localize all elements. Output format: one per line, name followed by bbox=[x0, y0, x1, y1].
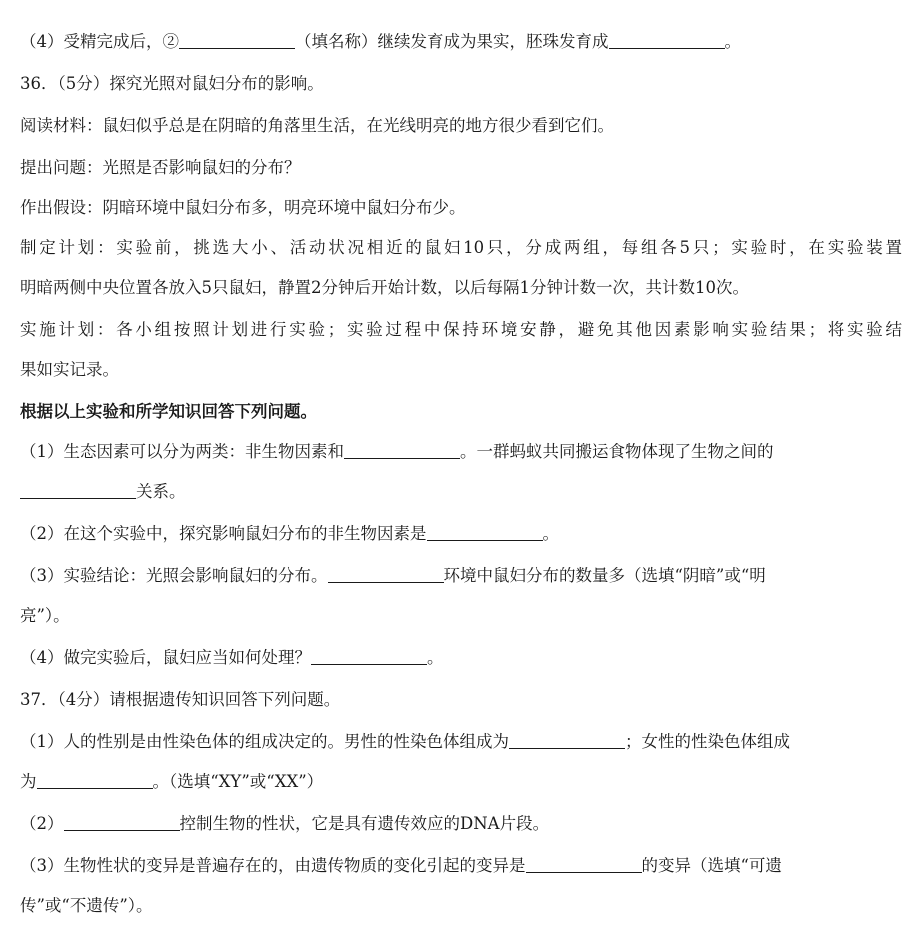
q37-sub3-line1 bbox=[20, 854, 902, 878]
q36-sub2-line bbox=[20, 522, 902, 546]
answer-blank[interactable] bbox=[344, 440, 460, 459]
answer-blank[interactable] bbox=[427, 522, 543, 541]
q36-hypothesis: 作出假设：阴暗环境中鼠妇分布多，明亮环境中鼠妇分布少。 bbox=[20, 198, 466, 217]
answer-blank[interactable] bbox=[311, 646, 427, 665]
q36-sub3-line1 bbox=[20, 564, 902, 588]
q36-implement-line2: 果如实记录。 bbox=[20, 360, 119, 379]
q37-sub1-text-b: ；女性的性染色体组成 bbox=[625, 732, 790, 751]
answer-blank[interactable] bbox=[328, 564, 444, 583]
q35-sub4-middle: （填名称）继续发育成为果实，胚珠发育成 bbox=[295, 32, 609, 51]
answer-blank[interactable] bbox=[64, 812, 180, 831]
q36-sub3-line2: 亮”）。 bbox=[20, 606, 70, 625]
q36-sub1-text-a: （1）生态因素可以分为两类：非生物因素和 bbox=[20, 442, 344, 461]
q37-sub3-text-b: 的变异（选填“可遗 bbox=[641, 856, 782, 875]
q37-sub1-text-a: （1）人的性别是由性染色体的组成决定的。男性的性染色体组成为 bbox=[20, 732, 509, 751]
q36-sub4-text-b: 。 bbox=[427, 648, 444, 667]
q36-sub1-text-c: 关系。 bbox=[136, 482, 186, 501]
q35-sub4-line bbox=[20, 30, 902, 54]
q36-sub1-text-b: 。一群蚂蚁共同搬运食物体现了生物之间的 bbox=[460, 442, 774, 461]
q36-sub4-line bbox=[20, 646, 902, 670]
q36-question: 提出问题：光照是否影响鼠妇的分布？ bbox=[20, 158, 301, 177]
q37-sub3-line2: 传”或“不遗传”）。 bbox=[20, 896, 153, 915]
q37-sub3-text-a: （3）生物性状的变异是普遍存在的，由遗传物质的变化引起的变异是 bbox=[20, 856, 526, 875]
q37-title: 37．（4分）请根据遗传知识回答下列问题。 bbox=[20, 690, 341, 709]
answer-blank[interactable] bbox=[179, 30, 295, 49]
answer-blank[interactable] bbox=[37, 770, 153, 789]
q36-sub1-line1 bbox=[20, 440, 902, 464]
q37-sub1-line2 bbox=[20, 770, 902, 794]
q35-sub4-suffix: 。 bbox=[724, 32, 741, 51]
q37-sub1-line1 bbox=[20, 730, 902, 754]
q37-sub1-text-d: 。（选填“XY”或“XX”） bbox=[152, 772, 324, 791]
q36-sub1-line2 bbox=[20, 480, 902, 504]
q36-instruction: 根据以上实验和所学知识回答下列问题。 bbox=[20, 402, 317, 421]
q36-plan-line1: 制定计划：实验前，挑选大小、活动状况相近的鼠妇10只，分成两组，每组各5只；实验时，在实验装置 bbox=[20, 238, 902, 257]
q36-sub2-text-b: 。 bbox=[542, 524, 559, 543]
q37-sub2-line bbox=[20, 812, 902, 836]
q37-sub2-text-b: 控制生物的性状，它是具有遗传效应的DNA片段。 bbox=[179, 814, 550, 833]
q37-sub2-text-a: （2） bbox=[20, 814, 64, 833]
q36-plan-line2: 明暗两侧中央位置各放入5只鼠妇，静置2分钟后开始计数，以后每隔1分钟计数一次，共计数10次。 bbox=[20, 278, 749, 297]
q36-sub4-text-a: （4）做完实验后，鼠妇应当如何处理？ bbox=[20, 648, 311, 667]
q36-sub3-text-a: （3）实验结论：光照会影响鼠妇的分布。 bbox=[20, 566, 328, 585]
answer-blank[interactable] bbox=[609, 30, 725, 49]
answer-blank[interactable] bbox=[526, 854, 642, 873]
q37-sub1-text-c: 为 bbox=[20, 772, 37, 791]
q36-reading: 阅读材料：鼠妇似乎总是在阴暗的角落里生活，在光线明亮的地方很少看到它们。 bbox=[20, 116, 614, 135]
q36-sub2-text-a: （2）在这个实验中，探究影响鼠妇分布的非生物因素是 bbox=[20, 524, 427, 543]
answer-blank[interactable] bbox=[20, 480, 136, 499]
q36-title: 36．（5分）探究光照对鼠妇分布的影响。 bbox=[20, 74, 324, 93]
answer-blank[interactable] bbox=[509, 730, 625, 749]
q35-sub4-prefix: （4）受精完成后，② bbox=[20, 32, 179, 51]
q36-implement-line1: 实施计划：各小组按照计划进行实验；实验过程中保持环境安静，避免其他因素影响实验结果；将实验结 bbox=[20, 320, 902, 339]
q36-sub3-text-b: 环境中鼠妇分布的数量多（选填“阴暗”或“明 bbox=[443, 566, 766, 585]
